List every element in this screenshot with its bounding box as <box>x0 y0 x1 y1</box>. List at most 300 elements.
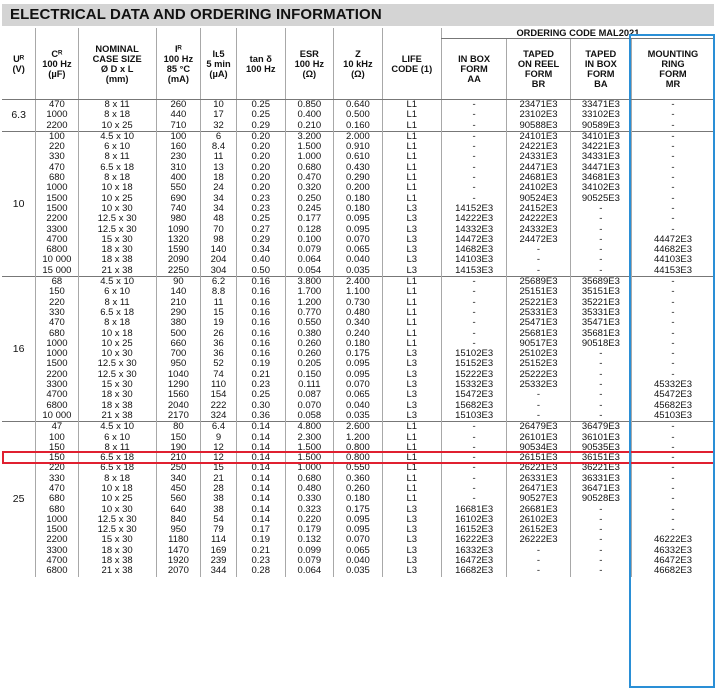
table-cell: 2250 <box>156 266 200 277</box>
table-cell: 90589E3 <box>570 121 631 132</box>
table-cell: 150 <box>36 443 78 453</box>
voltage-group-cell: 10 <box>2 131 36 276</box>
table-cell: - <box>570 266 631 277</box>
table-cell: 169 <box>201 546 237 556</box>
table-cell: 0.070 <box>334 535 383 545</box>
table-cell: - <box>570 225 631 235</box>
table-cell: 23471E3 <box>507 100 570 111</box>
table-cell: 38 <box>201 505 237 515</box>
table-cell: 0.680 <box>285 474 334 484</box>
table-cell: - <box>631 308 714 318</box>
table-cell: 15102E3 <box>441 349 506 359</box>
table-cell: 0.25 <box>236 110 285 120</box>
table-cell: 0.064 <box>285 566 334 576</box>
table-cell: 8 x 18 <box>78 173 156 183</box>
table-cell: 0.28 <box>236 566 285 576</box>
table-cell: 8 x 11 <box>78 100 156 111</box>
table-cell: 0.220 <box>285 515 334 525</box>
table-cell: - <box>507 266 570 277</box>
table-cell: - <box>441 121 506 132</box>
table-cell: 0.095 <box>334 359 383 369</box>
table-cell: 6.4 <box>201 422 237 433</box>
table-cell: 90518E3 <box>570 339 631 349</box>
table-row <box>2 100 714 111</box>
table-row <box>2 556 714 566</box>
table-cell: - <box>570 525 631 535</box>
table-cell: 46332E3 <box>631 546 714 556</box>
table-cell: 4.5 x 10 <box>78 422 156 433</box>
table-cell: 74 <box>201 370 237 380</box>
table-cell: 25681E3 <box>507 329 570 339</box>
table-cell: 0.070 <box>334 380 383 390</box>
table-cell: 6800 <box>36 245 78 255</box>
table-cell: 470 <box>36 318 78 328</box>
table-cell: 2070 <box>156 566 200 576</box>
table-cell: 0.14 <box>236 484 285 494</box>
table-cell: - <box>570 535 631 545</box>
table-cell: 8 x 11 <box>78 298 156 308</box>
col-in-box-aa: IN BOX FORM AA <box>441 39 506 100</box>
table-cell: 0.16 <box>236 308 285 318</box>
table-cell: 1560 <box>156 390 200 400</box>
table-cell: 26102E3 <box>507 515 570 525</box>
table-cell: 35151E3 <box>570 287 631 297</box>
table-cell: L1 <box>382 443 441 453</box>
table-cell: - <box>631 339 714 349</box>
table-cell: L1 <box>382 484 441 494</box>
table-cell: 68 <box>36 277 78 288</box>
table-cell: 0.054 <box>285 266 334 277</box>
table-cell: 24471E3 <box>507 163 570 173</box>
table-cell: L3 <box>382 546 441 556</box>
table-cell: 0.065 <box>334 245 383 255</box>
table-cell: 0.20 <box>236 152 285 162</box>
table-cell: 24102E3 <box>507 183 570 193</box>
table-cell: 0.064 <box>285 255 334 265</box>
table-cell: - <box>441 183 506 193</box>
table-cell: L3 <box>382 255 441 265</box>
table-cell: 16681E3 <box>441 505 506 515</box>
table-cell: 0.14 <box>236 453 285 463</box>
table-cell: - <box>441 474 506 484</box>
table-cell: 470 <box>36 484 78 494</box>
table-cell: - <box>631 100 714 111</box>
table-cell: 0.040 <box>334 401 383 411</box>
table-cell: 190 <box>156 443 200 453</box>
table-cell: 380 <box>156 318 200 328</box>
table-row <box>2 329 714 339</box>
table-cell: 23102E3 <box>507 110 570 120</box>
table-cell: - <box>507 401 570 411</box>
table-cell: - <box>570 556 631 566</box>
table-cell: 1.100 <box>334 287 383 297</box>
table-cell: 35689E3 <box>570 277 631 288</box>
table-row <box>2 131 714 142</box>
table-cell: 34471E3 <box>570 163 631 173</box>
table-cell: 1.500 <box>285 443 334 453</box>
table-cell: 0.095 <box>334 515 383 525</box>
table-cell: 204 <box>201 255 237 265</box>
table-cell: 140 <box>156 287 200 297</box>
table-cell: 0.20 <box>236 183 285 193</box>
table-cell: 25332E3 <box>507 380 570 390</box>
table-cell: 6 x 10 <box>78 433 156 443</box>
table-cell: - <box>631 484 714 494</box>
table-cell: 1500 <box>36 194 78 204</box>
table-cell: 16472E3 <box>441 556 506 566</box>
table-cell: - <box>570 204 631 214</box>
table-cell: 90 <box>156 277 200 288</box>
table-cell: 400 <box>156 173 200 183</box>
table-cell: 150 <box>36 287 78 297</box>
table-cell: L1 <box>382 100 441 111</box>
table-cell: 34 <box>201 204 237 214</box>
table-cell: 0.14 <box>236 463 285 473</box>
table-cell: 0.040 <box>334 556 383 566</box>
table-cell: 1500 <box>36 525 78 535</box>
table-cell: 1000 <box>36 183 78 193</box>
table-cell: L3 <box>382 235 441 245</box>
table-row <box>2 433 714 443</box>
table-cell: L1 <box>382 152 441 162</box>
table-row <box>2 183 714 193</box>
table-cell: 330 <box>36 152 78 162</box>
table-cell: 1290 <box>156 380 200 390</box>
table-cell: 0.800 <box>334 453 383 463</box>
table-cell: 14472E3 <box>441 235 506 245</box>
table-cell: 0.640 <box>334 100 383 111</box>
table-row <box>2 463 714 473</box>
table-cell: 10 x 30 <box>78 505 156 515</box>
table-row <box>2 525 714 535</box>
table-cell: L3 <box>382 505 441 515</box>
table-cell: 0.17 <box>236 525 285 535</box>
table-cell: L3 <box>382 566 441 576</box>
table-cell: 0.200 <box>334 183 383 193</box>
table-cell: L1 <box>382 433 441 443</box>
table-cell: L1 <box>382 494 441 504</box>
row-highlight-box <box>2 451 715 464</box>
table-cell: 45682E3 <box>631 401 714 411</box>
table-row <box>2 225 714 235</box>
table-cell: 0.095 <box>334 370 383 380</box>
table-cell: 2200 <box>36 121 78 132</box>
table-cell: 98 <box>201 235 237 245</box>
table-cell: 21 x 38 <box>78 411 156 422</box>
table-cell: 2.000 <box>334 131 383 142</box>
table-cell: 0.27 <box>236 225 285 235</box>
table-cell: 90588E3 <box>507 121 570 132</box>
table-cell: 0.430 <box>334 163 383 173</box>
table-cell: 220 <box>36 142 78 152</box>
table-cell: L3 <box>382 245 441 255</box>
table-cell: L1 <box>382 339 441 349</box>
table-cell: 0.177 <box>285 214 334 224</box>
table-cell: 38 <box>201 494 237 504</box>
table-cell: 24332E3 <box>507 225 570 235</box>
table-cell: 340 <box>156 474 200 484</box>
table-cell: 0.095 <box>334 225 383 235</box>
table-row <box>2 173 714 183</box>
table-cell: 3300 <box>36 225 78 235</box>
table-cell: 25221E3 <box>507 298 570 308</box>
table-cell: 0.065 <box>334 390 383 400</box>
table-cell: - <box>631 359 714 369</box>
table-cell: 11 <box>201 298 237 308</box>
table-cell: 90535E3 <box>570 443 631 453</box>
table-cell: 1.000 <box>285 152 334 162</box>
table-cell: 12.5 x 30 <box>78 525 156 535</box>
table-cell: - <box>570 214 631 224</box>
table-cell: L1 <box>382 194 441 204</box>
table-row <box>2 380 714 390</box>
table-cell: - <box>441 298 506 308</box>
table-cell: L3 <box>382 370 441 380</box>
table-cell: 740 <box>156 204 200 214</box>
table-cell: 36 <box>201 339 237 349</box>
table-cell: 36479E3 <box>570 422 631 433</box>
table-cell: - <box>631 370 714 380</box>
table-cell: - <box>441 422 506 433</box>
table-cell: 0.132 <box>285 535 334 545</box>
table-cell: 1040 <box>156 370 200 380</box>
table-row <box>2 142 714 152</box>
table-cell: 25102E3 <box>507 349 570 359</box>
voltage-group-cell: 6.3 <box>2 100 36 132</box>
table-cell: - <box>631 329 714 339</box>
table-cell: 640 <box>156 505 200 515</box>
table-cell: 0.180 <box>334 494 383 504</box>
table-cell: 8 x 18 <box>78 474 156 484</box>
table-cell: L1 <box>382 474 441 484</box>
table-cell: 21 x 38 <box>78 266 156 277</box>
table-cell: 33102E3 <box>570 110 631 120</box>
table-cell: - <box>631 214 714 224</box>
table-cell: - <box>631 494 714 504</box>
table-cell: 160 <box>156 142 200 152</box>
table-cell: 1920 <box>156 556 200 566</box>
table-cell: 1000 <box>36 339 78 349</box>
table-cell: - <box>570 370 631 380</box>
table-cell: 0.179 <box>285 525 334 535</box>
table-cell: 0.14 <box>236 443 285 453</box>
table-cell: 35221E3 <box>570 298 631 308</box>
table-cell: 18 x 38 <box>78 556 156 566</box>
table-cell: 1500 <box>36 359 78 369</box>
table-cell: - <box>631 298 714 308</box>
table-cell: - <box>631 163 714 173</box>
col-mounting-ring-mr: MOUNTING RING FORM MR <box>631 39 714 100</box>
table-cell: 0.20 <box>236 131 285 142</box>
table-cell: - <box>631 152 714 162</box>
table-cell: 0.16 <box>236 298 285 308</box>
table-cell: 14332E3 <box>441 225 506 235</box>
table-cell: 0.111 <box>285 380 334 390</box>
table-cell: 15 x 30 <box>78 535 156 545</box>
table-cell: 1180 <box>156 535 200 545</box>
table-cell: - <box>631 131 714 142</box>
table-cell: 15332E3 <box>441 380 506 390</box>
table-row <box>2 235 714 245</box>
table-cell: - <box>570 546 631 556</box>
table-row <box>2 339 714 349</box>
table-cell: 0.23 <box>236 556 285 566</box>
table-cell: - <box>631 204 714 214</box>
table-cell: 36331E3 <box>570 474 631 484</box>
table-cell: - <box>631 453 714 463</box>
table-cell: 0.180 <box>334 204 383 214</box>
table-cell: 700 <box>156 349 200 359</box>
table-cell: 46472E3 <box>631 556 714 566</box>
table-cell: 0.36 <box>236 411 285 422</box>
table-cell: 0.065 <box>334 546 383 556</box>
table-cell: 34221E3 <box>570 142 631 152</box>
table-cell: 90525E3 <box>570 194 631 204</box>
table-cell: - <box>441 173 506 183</box>
table-cell: - <box>631 463 714 473</box>
table-cell: - <box>631 183 714 193</box>
table-cell: 90534E3 <box>507 443 570 453</box>
table-cell: 90524E3 <box>507 194 570 204</box>
table-cell: 8.4 <box>201 142 237 152</box>
table-cell: - <box>570 401 631 411</box>
table-cell: 0.550 <box>334 463 383 473</box>
table-cell: 0.128 <box>285 225 334 235</box>
col-esr: ESR 100 Hz (Ω) <box>285 28 334 100</box>
table-cell: 36151E3 <box>570 453 631 463</box>
table-cell: 690 <box>156 194 200 204</box>
table-cell: L1 <box>382 329 441 339</box>
table-cell: 0.058 <box>285 411 334 422</box>
table-cell: 35681E3 <box>570 329 631 339</box>
table-cell: 0.14 <box>236 494 285 504</box>
table-cell: - <box>441 100 506 111</box>
table-cell: 680 <box>36 505 78 515</box>
table-cell: 2090 <box>156 255 200 265</box>
table-row <box>2 349 714 359</box>
table-cell: 25151E3 <box>507 287 570 297</box>
table-cell: 35471E3 <box>570 318 631 328</box>
col-case-size: NOMINAL CASE SIZE Ø D x L (mm) <box>78 28 156 100</box>
table-row <box>2 505 714 515</box>
table-cell: L3 <box>382 411 441 422</box>
table-cell: 12.5 x 30 <box>78 359 156 369</box>
table-cell: 1.200 <box>334 433 383 443</box>
table-cell: 0.210 <box>285 121 334 132</box>
table-cell: L1 <box>382 142 441 152</box>
table-cell: 1590 <box>156 245 200 255</box>
table-cell: 8 x 18 <box>78 318 156 328</box>
table-cell: - <box>441 494 506 504</box>
table-cell: 6.5 x 18 <box>78 308 156 318</box>
table-cell: 2.300 <box>285 433 334 443</box>
table-cell: 4.5 x 10 <box>78 277 156 288</box>
table-cell: 10 x 18 <box>78 329 156 339</box>
table-cell: 10 000 <box>36 255 78 265</box>
col-ur: Uᴿ (V) <box>2 28 36 100</box>
table-cell: 15103E3 <box>441 411 506 422</box>
table-body <box>2 100 714 577</box>
table-cell: - <box>570 380 631 390</box>
table-cell: 2200 <box>36 370 78 380</box>
table-cell: 3300 <box>36 546 78 556</box>
table-cell: L3 <box>382 225 441 235</box>
table-cell: 0.730 <box>334 298 383 308</box>
table-cell: 12.5 x 30 <box>78 370 156 380</box>
table-cell: L3 <box>382 204 441 214</box>
table-cell: 80 <box>156 422 200 433</box>
table-cell: 0.16 <box>236 287 285 297</box>
table-cell: - <box>631 121 714 132</box>
table-cell: 24221E3 <box>507 142 570 152</box>
table-cell: 6 x 10 <box>78 287 156 297</box>
table-cell: 24681E3 <box>507 173 570 183</box>
table-cell: 52 <box>201 359 237 369</box>
table-cell: - <box>441 131 506 142</box>
table-cell: 12.5 x 30 <box>78 214 156 224</box>
table-cell: 6 x 10 <box>78 142 156 152</box>
table-cell: 0.095 <box>334 214 383 224</box>
table-cell: 15222E3 <box>441 370 506 380</box>
table-cell: - <box>441 163 506 173</box>
table-cell: 0.14 <box>236 433 285 443</box>
table-row <box>2 255 714 265</box>
table-cell: 24222E3 <box>507 214 570 224</box>
table-cell: 0.079 <box>285 556 334 566</box>
table-cell: 3300 <box>36 380 78 390</box>
table-cell: 4700 <box>36 390 78 400</box>
table-cell: 16682E3 <box>441 566 506 576</box>
table-cell: - <box>441 433 506 443</box>
voltage-group-cell: 25 <box>2 422 36 577</box>
table-cell: L1 <box>382 277 441 288</box>
table-row <box>2 390 714 400</box>
table-cell: 222 <box>201 401 237 411</box>
table-cell: 110 <box>201 380 237 390</box>
table-cell: 70 <box>201 225 237 235</box>
table-row <box>2 359 714 369</box>
table-cell: 560 <box>156 494 200 504</box>
table-cell: 25331E3 <box>507 308 570 318</box>
table-cell: 79 <box>201 525 237 535</box>
table-row <box>2 474 714 484</box>
table-row <box>2 318 714 328</box>
table-cell: 6.5 x 18 <box>78 463 156 473</box>
table-cell: 0.245 <box>285 204 334 214</box>
table-cell: 10 x 25 <box>78 121 156 132</box>
table-cell: 1.700 <box>285 287 334 297</box>
table-row <box>2 401 714 411</box>
table-cell: 140 <box>201 245 237 255</box>
table-cell: - <box>507 245 570 255</box>
table-cell: 54 <box>201 515 237 525</box>
table-cell: 100 <box>36 433 78 443</box>
table-row <box>2 370 714 380</box>
col-tan-delta: tan δ 100 Hz <box>236 28 285 100</box>
table-cell: L3 <box>382 349 441 359</box>
table-cell: L3 <box>382 214 441 224</box>
table-cell: 239 <box>201 556 237 566</box>
table-cell: 4700 <box>36 556 78 566</box>
table-cell: 0.20 <box>236 163 285 173</box>
mr-column-highlight-box <box>629 34 715 688</box>
table-cell: 45472E3 <box>631 390 714 400</box>
table-row <box>2 245 714 255</box>
table-cell: - <box>570 515 631 525</box>
table-cell: L3 <box>382 380 441 390</box>
table-cell: L1 <box>382 318 441 328</box>
table-row <box>2 287 714 297</box>
